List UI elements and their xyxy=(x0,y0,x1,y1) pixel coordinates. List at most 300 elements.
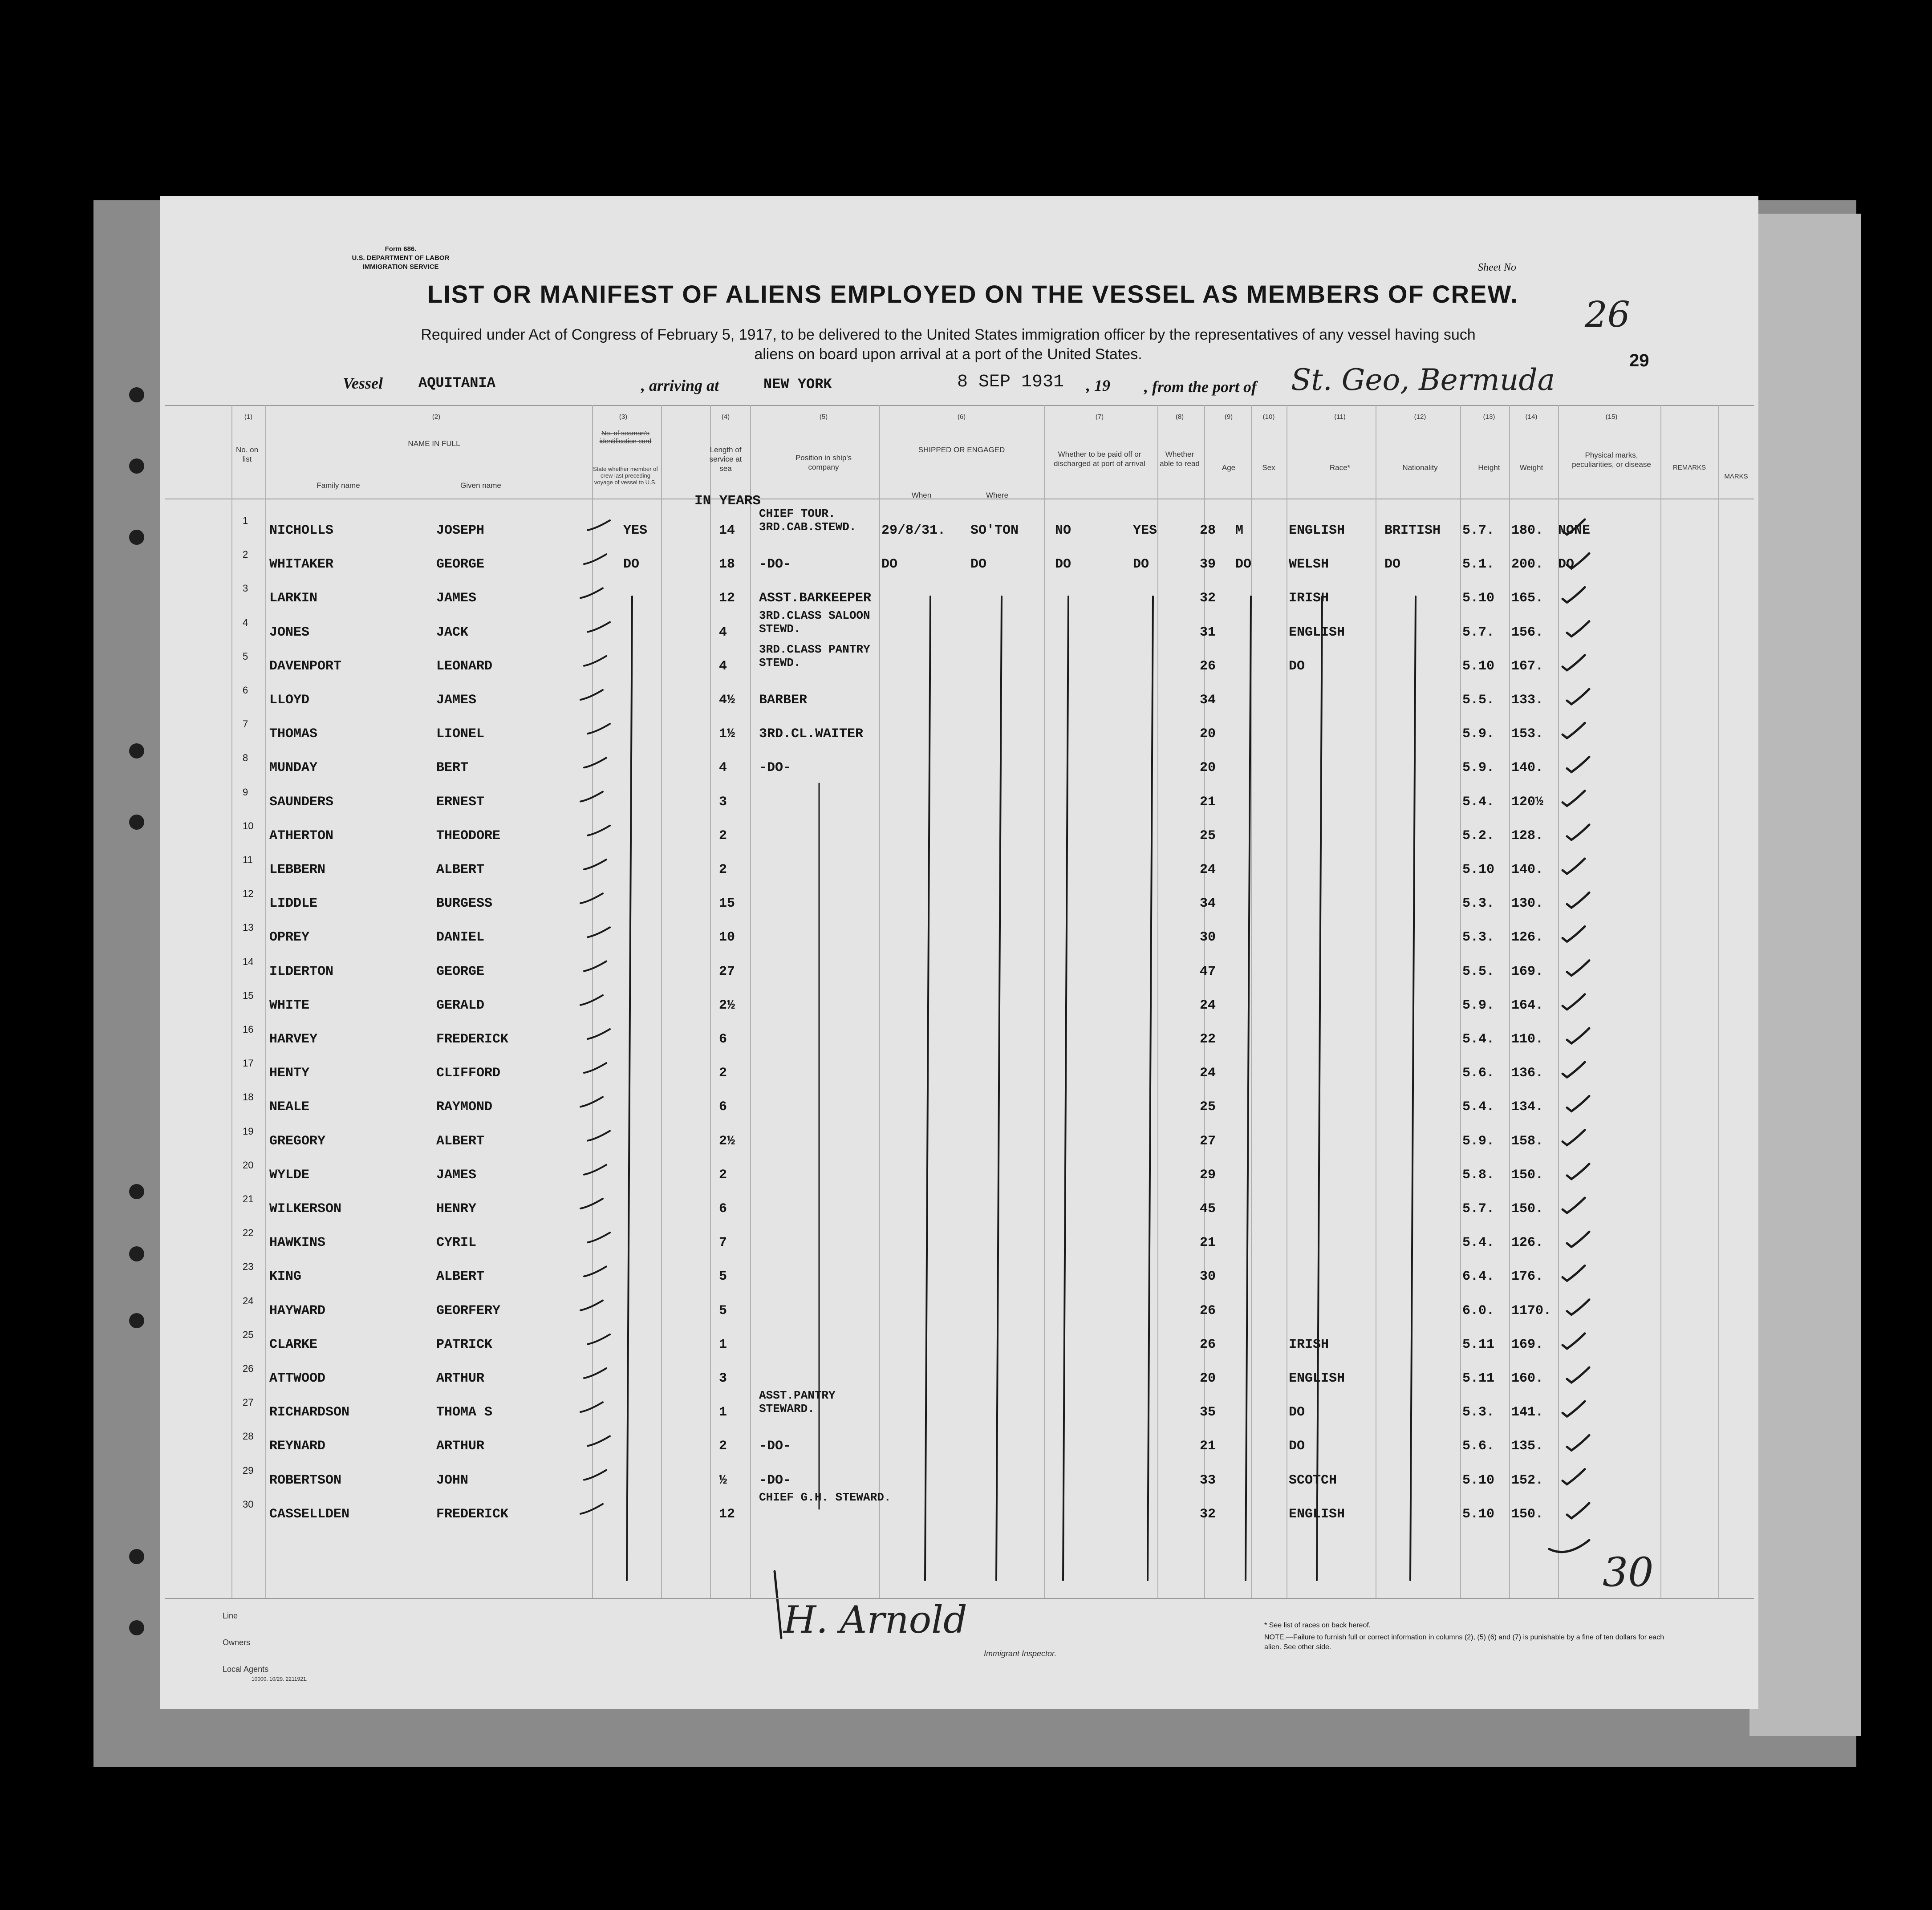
binder-hole xyxy=(129,530,144,545)
cell-age: 24 xyxy=(1200,1066,1216,1081)
check-mark xyxy=(1563,994,1585,1010)
cell-position: -DO- xyxy=(759,1439,791,1454)
cell-card: YES xyxy=(623,523,648,538)
col-2-header: NAME IN FULL xyxy=(408,439,460,448)
cell-weight: 110. xyxy=(1511,1032,1544,1047)
cell-no: 4 xyxy=(243,617,248,628)
cell-weight: 126. xyxy=(1511,930,1544,945)
cell-no: 29 xyxy=(243,1465,254,1476)
cell-given: GEORGE xyxy=(436,964,485,979)
check-mark xyxy=(1567,1435,1589,1450)
check-mark xyxy=(584,1063,606,1073)
cell-family: OPREY xyxy=(269,930,310,945)
cell-no: 1 xyxy=(243,515,248,526)
cell-age: 26 xyxy=(1200,1337,1216,1352)
cell-race: ENGLISH xyxy=(1289,1371,1345,1386)
check-mark xyxy=(1567,1300,1589,1315)
cell-service: 5 xyxy=(719,1303,727,1318)
cell-position: CHIEF G.H. STEWARD. xyxy=(759,1491,891,1504)
year-label: , 19 xyxy=(1086,377,1110,394)
cell-race: IRISH xyxy=(1289,591,1329,606)
from-label: , from the port of xyxy=(1144,378,1257,396)
cell-no: 28 xyxy=(243,1431,254,1442)
cell-service: 3 xyxy=(719,1371,727,1386)
cell-position: ASST.BARKEEPER xyxy=(759,591,872,606)
cell-family: ATTWOOD xyxy=(269,1371,326,1386)
col-15-number: (15) xyxy=(1605,413,1618,421)
cell-height: 5.9. xyxy=(1462,998,1495,1013)
col-5-header: Position in ship's company xyxy=(795,454,852,471)
agents-label: Local Agents xyxy=(223,1665,269,1674)
cell-race: DO xyxy=(1289,1405,1305,1420)
ditto-line xyxy=(1317,596,1322,1580)
check-mark xyxy=(1567,1164,1589,1179)
cell-age: 29 xyxy=(1200,1168,1216,1183)
cell-position: BARBER xyxy=(759,693,808,708)
cell-no: 27 xyxy=(243,1397,254,1408)
cell-weight: 165. xyxy=(1511,591,1544,606)
check-mark xyxy=(580,1402,603,1412)
cell-family: ILDERTON xyxy=(269,964,334,979)
cell-where: SO'TON xyxy=(970,523,1019,538)
cell-height: 5.9. xyxy=(1462,760,1495,775)
col-1-header: No. on list xyxy=(235,446,259,463)
vessel-label: Vessel xyxy=(343,374,383,392)
cell-no: 2 xyxy=(243,549,248,560)
cell-given: JAMES xyxy=(436,591,477,606)
col-3-number: (3) xyxy=(619,413,628,421)
cell-height: 5.3. xyxy=(1462,930,1495,945)
check-mark xyxy=(580,1301,603,1310)
manifest-page xyxy=(160,196,1758,1709)
check-mark xyxy=(1567,892,1589,908)
check-mark xyxy=(584,758,606,767)
check-mark xyxy=(1563,519,1585,535)
cell-race: WELSH xyxy=(1289,557,1329,572)
cell-age: 20 xyxy=(1200,760,1216,775)
cell-no: 5 xyxy=(243,651,248,662)
cell-given: ARTHUR xyxy=(436,1371,485,1386)
cell-height: 5.8. xyxy=(1462,1168,1495,1183)
check-mark xyxy=(584,1470,606,1480)
cell-no: 22 xyxy=(243,1227,254,1238)
cell-weight: 141. xyxy=(1511,1405,1544,1420)
check-mark xyxy=(584,1266,606,1276)
check-mark xyxy=(588,1233,610,1242)
marks-header: MARKS xyxy=(1724,473,1748,480)
binder-hole xyxy=(129,1620,144,1635)
cell-weight: 150. xyxy=(1511,1201,1544,1217)
cell-family: RICHARDSON xyxy=(269,1405,350,1420)
cell-position: CHIEF TOUR. 3RD.CAB.STEWD. xyxy=(759,507,856,534)
col-4-number: (4) xyxy=(721,413,730,421)
cell-height: 5.5. xyxy=(1462,693,1495,708)
cell-no: 8 xyxy=(243,752,248,763)
cell-age: 39 xyxy=(1200,557,1216,572)
check-mark xyxy=(580,1504,603,1514)
cell-weight: 152. xyxy=(1511,1473,1544,1488)
check-mark xyxy=(1549,1540,1589,1552)
ditto-line xyxy=(775,1571,781,1638)
col-12-header: Nationality xyxy=(1402,463,1438,472)
cell-position: 3RD.CLASS SALOON STEWD. xyxy=(759,609,870,636)
ditto-line xyxy=(996,596,1002,1580)
cell-race: DO xyxy=(1289,659,1305,674)
cell-age: 26 xyxy=(1200,1303,1216,1318)
cell-weight: 120½ xyxy=(1511,795,1544,810)
check-mark xyxy=(1563,1265,1585,1281)
col-13-header: Height xyxy=(1478,463,1500,472)
col-11-number: (11) xyxy=(1334,413,1346,421)
cell-age: 28 xyxy=(1200,523,1216,538)
cell-service: 4½ xyxy=(719,693,735,708)
cell-family: KING xyxy=(269,1269,302,1284)
cell-no: 15 xyxy=(243,990,254,1001)
check-mark xyxy=(1563,1469,1585,1484)
cell-family: ROBERTSON xyxy=(269,1473,342,1488)
check-mark xyxy=(588,622,610,632)
cell-no: 3 xyxy=(243,583,248,594)
cell-weight: 133. xyxy=(1511,693,1544,708)
ditto-line xyxy=(925,596,930,1580)
cell-given: JAMES xyxy=(436,693,477,708)
col-10-header: Sex xyxy=(1262,463,1275,472)
cell-height: 6.4. xyxy=(1462,1269,1495,1284)
cell-height: 5.7. xyxy=(1462,1201,1495,1217)
cell-no: 19 xyxy=(243,1126,254,1137)
cell-height: 6.0. xyxy=(1462,1303,1495,1318)
cell-service: 2½ xyxy=(719,998,735,1013)
check-mark xyxy=(580,792,603,802)
cell-service: 2 xyxy=(719,1066,727,1081)
cell-service: 6 xyxy=(719,1201,727,1217)
check-mark xyxy=(1563,655,1585,670)
cell-weight: 167. xyxy=(1511,659,1544,674)
check-mark xyxy=(588,520,610,530)
check-mark xyxy=(1567,1232,1589,1247)
cell-given: THOMA S xyxy=(436,1405,493,1420)
col-8-number: (8) xyxy=(1175,413,1184,421)
cell-service: 6 xyxy=(719,1099,727,1115)
cell-age: 24 xyxy=(1200,862,1216,877)
cell-age: 34 xyxy=(1200,896,1216,911)
cell-age: 24 xyxy=(1200,998,1216,1013)
cell-height: 5.10 xyxy=(1462,1473,1495,1488)
cell-height: 5.11 xyxy=(1462,1371,1495,1386)
cell-given: JAMES xyxy=(436,1168,477,1183)
cell-weight: 169. xyxy=(1511,964,1544,979)
cell-height: 5.4. xyxy=(1462,1235,1495,1250)
inspector-label: Immigrant Inspector. xyxy=(984,1649,1057,1658)
cell-position: ASST.PANTRY STEWARD. xyxy=(759,1389,836,1415)
cell-sex: DO xyxy=(1235,557,1252,572)
cell-service: 2 xyxy=(719,828,727,843)
cell-age: 35 xyxy=(1200,1405,1216,1420)
cell-service: 27 xyxy=(719,964,735,979)
col-6-number: (6) xyxy=(957,413,966,421)
check-mark xyxy=(588,724,610,734)
cell-family: THOMAS xyxy=(269,726,318,742)
cell-weight: 140. xyxy=(1511,862,1544,877)
check-mark xyxy=(580,1097,603,1107)
check-mark xyxy=(580,588,603,598)
cell-given: ERNEST xyxy=(436,795,485,810)
cell-family: LLOYD xyxy=(269,693,310,708)
check-mark xyxy=(584,1368,606,1378)
cell-height: 5.3. xyxy=(1462,896,1495,911)
cell-race: ENGLISH xyxy=(1289,1507,1345,1522)
cell-family: ATHERTON xyxy=(269,828,334,843)
cell-race: IRISH xyxy=(1289,1337,1329,1352)
col-9-number: (9) xyxy=(1224,413,1233,421)
cell-given: LEONARD xyxy=(436,659,493,674)
cell-family: WYLDE xyxy=(269,1168,310,1183)
cell-height: 5.6. xyxy=(1462,1066,1495,1081)
cell-given: BERT xyxy=(436,760,469,775)
cell-no: 13 xyxy=(243,922,254,933)
col-2a-header: Family name xyxy=(317,481,360,490)
binder-hole xyxy=(129,1549,144,1564)
col-2b-header: Given name xyxy=(460,481,501,490)
cell-height: 5.4. xyxy=(1462,1032,1495,1047)
arriving-label: , arriving at xyxy=(641,377,719,394)
cell-family: WHITAKER xyxy=(269,557,334,572)
col-12-number: (12) xyxy=(1414,413,1426,421)
check-mark xyxy=(584,554,606,564)
cell-no: 21 xyxy=(243,1193,254,1204)
cell-age: 30 xyxy=(1200,1269,1216,1284)
ditto-line xyxy=(1410,596,1416,1580)
cell-weight: 164. xyxy=(1511,998,1544,1013)
cell-family: REYNARD xyxy=(269,1439,326,1454)
cell-card: DO xyxy=(623,557,640,572)
col-4-unit: IN YEARS xyxy=(694,493,761,509)
cell-given: GEORGE xyxy=(436,557,485,572)
cell-given: FREDERICK xyxy=(436,1032,509,1047)
cell-marks: DO xyxy=(1558,557,1575,572)
cell-service: 5 xyxy=(719,1269,727,1284)
cell-height: 5.7. xyxy=(1462,625,1495,640)
cell-no: 17 xyxy=(243,1058,254,1069)
check-mark xyxy=(1563,1062,1585,1077)
cell-sex: M xyxy=(1235,523,1244,538)
form-service: IMMIGRATION SERVICE xyxy=(362,263,439,271)
cell-age: 21 xyxy=(1200,1439,1216,1454)
cell-read: YES xyxy=(1133,523,1157,538)
cell-race: DO xyxy=(1289,1439,1305,1454)
owners-label: Owners xyxy=(223,1638,251,1647)
cell-no: 23 xyxy=(243,1261,254,1272)
cell-weight: 153. xyxy=(1511,726,1544,742)
cell-given: LIONEL xyxy=(436,726,485,742)
cell-weight: 150. xyxy=(1511,1507,1544,1522)
cell-age: 21 xyxy=(1200,1235,1216,1250)
binder-hole xyxy=(129,458,144,474)
check-mark xyxy=(584,1165,606,1175)
cell-given: FREDERICK xyxy=(436,1507,509,1522)
cell-weight: 140. xyxy=(1511,760,1544,775)
cell-given: ALBERT xyxy=(436,1269,485,1284)
cell-age: 34 xyxy=(1200,693,1216,708)
cell-no: 25 xyxy=(243,1329,254,1340)
cell-height: 5.9. xyxy=(1462,1134,1495,1149)
cell-nationality: DO xyxy=(1384,557,1401,572)
cell-family: WILKERSON xyxy=(269,1201,342,1217)
cell-family: CLARKE xyxy=(269,1337,318,1352)
cell-weight: 134. xyxy=(1511,1099,1544,1115)
cell-weight: 169. xyxy=(1511,1337,1544,1352)
cell-family: JONES xyxy=(269,625,310,640)
col-14-header: Weight xyxy=(1519,463,1543,472)
cell-service: 1½ xyxy=(719,726,735,742)
cell-age: 33 xyxy=(1200,1473,1216,1488)
cell-given: ALBERT xyxy=(436,862,485,877)
cell-family: LEBBERN xyxy=(269,862,326,877)
check-mark xyxy=(1567,1096,1589,1111)
cell-read: DO xyxy=(1133,557,1149,572)
col-6b-header: Where xyxy=(986,491,1009,499)
check-mark xyxy=(1563,587,1585,602)
cell-weight: 136. xyxy=(1511,1066,1544,1081)
cell-given: DANIEL xyxy=(436,930,485,945)
penalty-note: NOTE.—Failure to furnish full or correct information in columns (2), (5) (6) and (7) is punishable by a fine of ten dollars for each alien. See other side. xyxy=(1264,1634,1664,1651)
check-mark xyxy=(588,927,610,937)
cell-service: 3 xyxy=(719,795,727,810)
check-mark xyxy=(1567,757,1589,772)
check-mark xyxy=(588,1029,610,1039)
print-code: 10000. 10/29. 2211921. xyxy=(252,1676,308,1682)
cell-position: -DO- xyxy=(759,1473,791,1488)
binder-hole xyxy=(129,1313,144,1328)
date-stamp: 8 SEP 1931 xyxy=(957,372,1064,392)
cell-weight: 200. xyxy=(1511,557,1544,572)
sheet-number: 26 xyxy=(1585,294,1630,335)
check-mark xyxy=(1567,553,1589,568)
cell-service: 1 xyxy=(719,1337,727,1352)
cell-height: 5.1. xyxy=(1462,557,1495,572)
cell-height: 5.4. xyxy=(1462,795,1495,810)
col-1-number: (1) xyxy=(244,413,253,421)
cell-given: BURGESS xyxy=(436,896,493,911)
cell-service: 10 xyxy=(719,930,735,945)
col-8-header: Whether able to read xyxy=(1160,450,1200,468)
cell-family: LARKIN xyxy=(269,591,318,606)
cell-given: RAYMOND xyxy=(436,1099,493,1115)
cell-weight: 128. xyxy=(1511,828,1544,843)
col-6a-header: When xyxy=(911,491,932,499)
handwriting-overlay xyxy=(160,196,1758,1709)
cell-when: DO xyxy=(881,557,898,572)
col-13-number: (13) xyxy=(1483,413,1495,421)
ditto-line xyxy=(627,596,632,1580)
cell-position: 3RD.CL.WAITER xyxy=(759,726,864,742)
remarks-header: REMARKS xyxy=(1672,464,1706,471)
col-7-header: Whether to be paid off or discharged at port of arrival xyxy=(1054,450,1145,468)
cell-family: DAVENPORT xyxy=(269,659,342,674)
cell-no: 26 xyxy=(243,1363,254,1374)
col-3b-header: State whether member of crew last preceding voyage of vessel to U.S. xyxy=(593,466,658,486)
cell-marks: NONE xyxy=(1558,523,1591,538)
cell-where: DO xyxy=(970,557,987,572)
check-mark xyxy=(588,1131,610,1141)
cell-given: PATRICK xyxy=(436,1337,493,1352)
check-mark xyxy=(1567,689,1589,704)
check-mark xyxy=(580,893,603,903)
check-mark xyxy=(1563,859,1585,874)
check-mark xyxy=(588,826,610,835)
ditto-line xyxy=(1063,596,1068,1580)
cell-height: 5.6. xyxy=(1462,1439,1495,1454)
cell-height: 5.10 xyxy=(1462,1507,1495,1522)
cell-age: 30 xyxy=(1200,930,1216,945)
cell-position: -DO- xyxy=(759,557,791,572)
cell-age: 21 xyxy=(1200,795,1216,810)
page-title: LIST OR MANIFEST OF ALIENS EMPLOYED ON THE VESSEL AS MEMBERS OF CREW. xyxy=(427,280,1518,308)
cell-no: 10 xyxy=(243,820,254,831)
check-mark xyxy=(1567,1367,1589,1383)
check-mark xyxy=(1563,1401,1585,1416)
cell-service: 4 xyxy=(719,760,727,775)
cell-paid: DO xyxy=(1055,557,1072,572)
cell-family: HENTY xyxy=(269,1066,310,1081)
col-9-header: Age xyxy=(1222,463,1236,472)
cell-height: 5.10 xyxy=(1462,862,1495,877)
cell-given: CYRIL xyxy=(436,1235,477,1250)
form-department: U.S. DEPARTMENT OF LABOR xyxy=(352,254,450,262)
check-mark xyxy=(1567,1028,1589,1043)
binder-hole xyxy=(129,1246,144,1261)
cell-family: NEALE xyxy=(269,1099,310,1115)
col-14-number: (14) xyxy=(1525,413,1538,421)
cell-service: 12 xyxy=(719,1507,735,1522)
cell-given: JOHN xyxy=(436,1473,469,1488)
cell-age: 26 xyxy=(1200,659,1216,674)
cell-age: 25 xyxy=(1200,1099,1216,1115)
check-mark xyxy=(1563,723,1585,738)
cell-height: 5.10 xyxy=(1462,591,1495,606)
ditto-line xyxy=(1148,596,1153,1580)
check-mark xyxy=(1563,791,1585,806)
binder-hole xyxy=(129,387,144,402)
cell-given: GERALD xyxy=(436,998,485,1013)
check-mark xyxy=(1563,1130,1585,1145)
cell-age: 45 xyxy=(1200,1201,1216,1217)
cell-weight: 1170. xyxy=(1511,1303,1552,1318)
cell-weight: 180. xyxy=(1511,523,1544,538)
cell-weight: 158. xyxy=(1511,1134,1544,1149)
cell-height: 5.7. xyxy=(1462,523,1495,538)
col-7-number: (7) xyxy=(1095,413,1104,421)
col-3-header: No. of seaman's identification card xyxy=(599,430,652,445)
cell-given: GEORFERY xyxy=(436,1303,501,1318)
binder-hole xyxy=(129,815,144,830)
cell-no: 30 xyxy=(243,1499,254,1510)
sheet-label: Sheet No xyxy=(1478,262,1516,273)
vessel-name: AQUITANIA xyxy=(418,375,495,391)
cell-no: 18 xyxy=(243,1091,254,1103)
cell-given: HENRY xyxy=(436,1201,477,1217)
cell-service: 18 xyxy=(719,557,735,572)
cell-service: ½ xyxy=(719,1473,727,1488)
cell-family: LIDDLE xyxy=(269,896,318,911)
cell-weight: 156. xyxy=(1511,625,1544,640)
arriving-port: NEW YORK xyxy=(763,376,832,393)
cell-age: 47 xyxy=(1200,964,1216,979)
races-note: * See list of races on back hereof. xyxy=(1264,1622,1371,1629)
check-mark xyxy=(1567,825,1589,840)
cell-height: 5.3. xyxy=(1462,1405,1495,1420)
cell-service: 1 xyxy=(719,1405,727,1420)
